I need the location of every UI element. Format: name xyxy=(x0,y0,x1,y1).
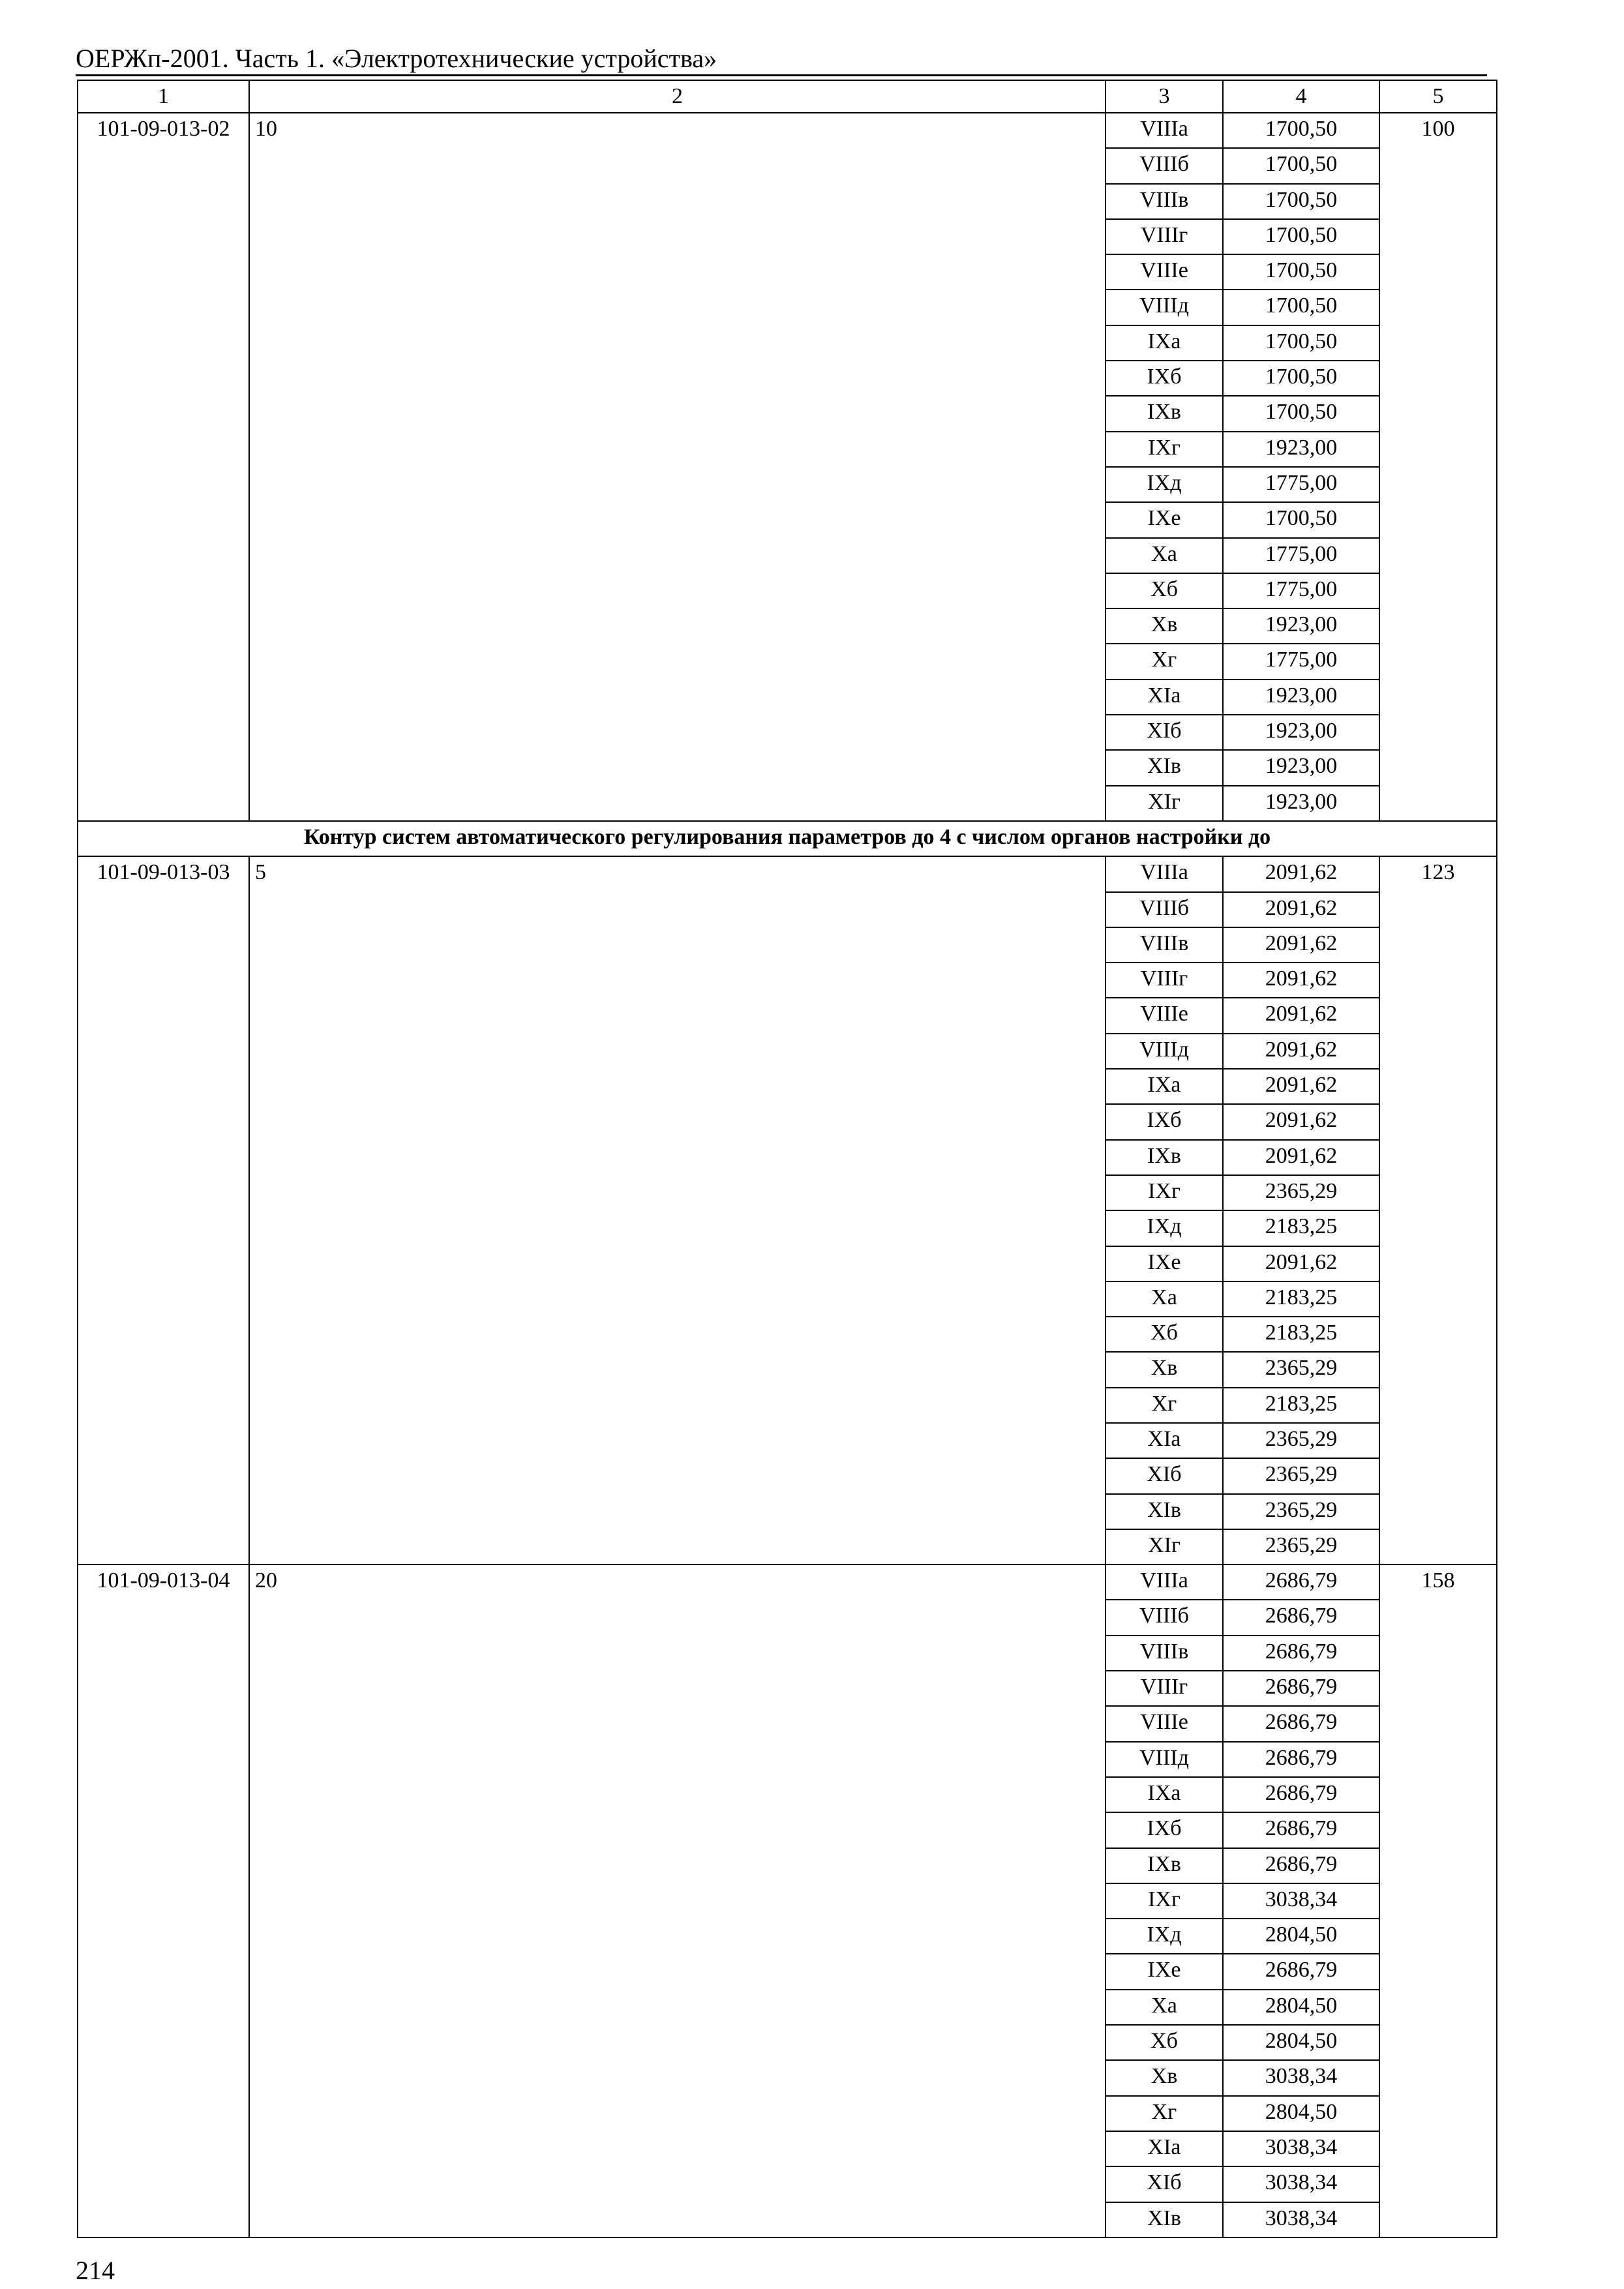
value-cell: 2686,79 xyxy=(1223,1706,1379,1741)
zone-cell: VIIIв xyxy=(1105,1636,1223,1671)
value-cell: 2091,62 xyxy=(1223,963,1379,998)
value-cell: 2183,25 xyxy=(1223,1210,1379,1246)
value-cell: 2686,79 xyxy=(1223,1671,1379,1706)
zone-cell: VIIIд xyxy=(1105,290,1223,325)
value-cell: 2091,62 xyxy=(1223,856,1379,891)
value-cell: 2365,29 xyxy=(1223,1175,1379,1210)
value-cell: 1700,50 xyxy=(1223,184,1379,219)
value-cell: 1700,50 xyxy=(1223,290,1379,325)
price-cell: 158 xyxy=(1379,1564,1497,2237)
value-cell: 2091,62 xyxy=(1223,1246,1379,1281)
value-cell: 2183,25 xyxy=(1223,1281,1379,1317)
section-row xyxy=(78,821,1497,856)
value-cell: 2183,25 xyxy=(1223,1388,1379,1423)
zone-cell: XIв xyxy=(1105,2202,1223,2237)
value-cell: 2365,29 xyxy=(1223,1529,1379,1564)
page-header-title: ОЕРЖп-2001. Часть 1. «Электротехнические устройства» xyxy=(76,44,717,73)
column-number: 5 xyxy=(1379,80,1497,113)
value-cell: 2804,50 xyxy=(1223,1990,1379,2025)
value-cell: 1775,00 xyxy=(1223,538,1379,573)
zone-cell: Xг xyxy=(1105,2096,1223,2131)
rates-table xyxy=(77,80,1497,2238)
zone-cell: IXд xyxy=(1105,1210,1223,1246)
rate-description: 5 xyxy=(249,856,1105,1564)
value-cell: 1923,00 xyxy=(1223,750,1379,785)
value-cell: 1700,50 xyxy=(1223,219,1379,254)
price-cell: 123 xyxy=(1379,856,1497,1564)
zone-cell: XIг xyxy=(1105,1529,1223,1564)
column-numbers-row xyxy=(78,80,1497,113)
value-cell: 1700,50 xyxy=(1223,502,1379,537)
zone-cell: Xа xyxy=(1105,1990,1223,2025)
section-heading: Контур систем автоматического регулирования параметров до 4 с числом органов настройки до xyxy=(78,821,1497,856)
zone-cell: VIIIб xyxy=(1105,148,1223,183)
zone-cell: XIа xyxy=(1105,1423,1223,1458)
rate-code: 101-09-013-04 xyxy=(78,1564,249,2237)
zone-cell: IXб xyxy=(1105,1104,1223,1139)
zone-cell: VIIIд xyxy=(1105,1742,1223,1777)
zone-cell: VIIIб xyxy=(1105,1600,1223,1635)
value-cell: 2686,79 xyxy=(1223,1636,1379,1671)
zone-cell: IXе xyxy=(1105,502,1223,537)
header-rule xyxy=(76,74,1487,76)
rate-code: 101-09-013-03 xyxy=(78,856,249,1564)
zone-cell: VIIIа xyxy=(1105,856,1223,891)
value-cell: 1923,00 xyxy=(1223,432,1379,467)
zone-cell: XIб xyxy=(1105,2166,1223,2202)
zone-cell: IXд xyxy=(1105,467,1223,502)
value-cell: 2804,50 xyxy=(1223,2096,1379,2131)
zone-cell: IXе xyxy=(1105,1246,1223,1281)
zone-cell: Xв xyxy=(1105,608,1223,644)
column-number: 2 xyxy=(249,80,1105,113)
table-row xyxy=(78,1564,1497,1600)
value-cell: 1700,50 xyxy=(1223,113,1379,148)
zone-cell: Xб xyxy=(1105,573,1223,608)
zone-cell: IXе xyxy=(1105,1954,1223,1989)
value-cell: 2091,62 xyxy=(1223,1069,1379,1104)
value-cell: 2686,79 xyxy=(1223,1848,1379,1883)
table-row xyxy=(78,113,1497,148)
column-number: 1 xyxy=(78,80,249,113)
rate-description: 20 xyxy=(249,1564,1105,2237)
value-cell: 1775,00 xyxy=(1223,573,1379,608)
value-cell: 2804,50 xyxy=(1223,1919,1379,1954)
value-cell: 2091,62 xyxy=(1223,927,1379,963)
zone-cell: VIIIб xyxy=(1105,892,1223,927)
value-cell: 2365,29 xyxy=(1223,1494,1379,1529)
value-cell: 3038,34 xyxy=(1223,2060,1379,2095)
zone-cell: IXб xyxy=(1105,1812,1223,1848)
value-cell: 2365,29 xyxy=(1223,1423,1379,1458)
value-cell: 2804,50 xyxy=(1223,2025,1379,2060)
zone-cell: XIг xyxy=(1105,786,1223,821)
value-cell: 2183,25 xyxy=(1223,1317,1379,1352)
zone-cell: VIIIа xyxy=(1105,1564,1223,1600)
zone-cell: VIIIе xyxy=(1105,254,1223,290)
column-number: 3 xyxy=(1105,80,1223,113)
value-cell: 2686,79 xyxy=(1223,1564,1379,1600)
value-cell: 1775,00 xyxy=(1223,644,1379,679)
value-cell: 1700,50 xyxy=(1223,396,1379,431)
zone-cell: XIа xyxy=(1105,2131,1223,2166)
zone-cell: VIIIе xyxy=(1105,998,1223,1033)
rate-code: 101-09-013-02 xyxy=(78,113,249,821)
zone-cell: XIб xyxy=(1105,1458,1223,1493)
value-cell: 3038,34 xyxy=(1223,2202,1379,2237)
value-cell: 2091,62 xyxy=(1223,892,1379,927)
zone-cell: VIIIг xyxy=(1105,963,1223,998)
zone-cell: XIб xyxy=(1105,715,1223,750)
value-cell: 3038,34 xyxy=(1223,1883,1379,1919)
zone-cell: Xб xyxy=(1105,2025,1223,2060)
value-cell: 1700,50 xyxy=(1223,148,1379,183)
zone-cell: IXб xyxy=(1105,361,1223,396)
value-cell: 1923,00 xyxy=(1223,608,1379,644)
zone-cell: IXв xyxy=(1105,396,1223,431)
value-cell: 1700,50 xyxy=(1223,325,1379,361)
zone-cell: Xа xyxy=(1105,538,1223,573)
zone-cell: VIIIв xyxy=(1105,184,1223,219)
value-cell: 2091,62 xyxy=(1223,1034,1379,1069)
value-cell: 1923,00 xyxy=(1223,786,1379,821)
zone-cell: IXа xyxy=(1105,325,1223,361)
value-cell: 2365,29 xyxy=(1223,1458,1379,1493)
zone-cell: Xг xyxy=(1105,1388,1223,1423)
zone-cell: XIв xyxy=(1105,1494,1223,1529)
zone-cell: IXг xyxy=(1105,1175,1223,1210)
zone-cell: IXа xyxy=(1105,1069,1223,1104)
column-number: 4 xyxy=(1223,80,1379,113)
value-cell: 1923,00 xyxy=(1223,715,1379,750)
value-cell: 2686,79 xyxy=(1223,1777,1379,1812)
value-cell: 2091,62 xyxy=(1223,1140,1379,1175)
zone-cell: IXг xyxy=(1105,432,1223,467)
zone-cell: VIIIв xyxy=(1105,927,1223,963)
zone-cell: IXв xyxy=(1105,1848,1223,1883)
zone-cell: VIIIг xyxy=(1105,219,1223,254)
zone-cell: VIIIе xyxy=(1105,1706,1223,1741)
zone-cell: VIIIг xyxy=(1105,1671,1223,1706)
rate-description: 10 xyxy=(249,113,1105,821)
value-cell: 2686,79 xyxy=(1223,1954,1379,1989)
value-cell: 1775,00 xyxy=(1223,467,1379,502)
zone-cell: IXа xyxy=(1105,1777,1223,1812)
value-cell: 2686,79 xyxy=(1223,1812,1379,1848)
zone-cell: IXд xyxy=(1105,1919,1223,1954)
value-cell: 1700,50 xyxy=(1223,361,1379,396)
zone-cell: XIа xyxy=(1105,680,1223,715)
value-cell: 2686,79 xyxy=(1223,1600,1379,1635)
zone-cell: IXг xyxy=(1105,1883,1223,1919)
value-cell: 3038,34 xyxy=(1223,2131,1379,2166)
value-cell: 2091,62 xyxy=(1223,998,1379,1033)
zone-cell: Xб xyxy=(1105,1317,1223,1352)
zone-cell: Xа xyxy=(1105,1281,1223,1317)
zone-cell: Xв xyxy=(1105,2060,1223,2095)
page-number: 214 xyxy=(76,2256,115,2285)
value-cell: 2365,29 xyxy=(1223,1352,1379,1387)
zone-cell: VIIIд xyxy=(1105,1034,1223,1069)
value-cell: 2686,79 xyxy=(1223,1742,1379,1777)
price-cell: 100 xyxy=(1379,113,1497,821)
value-cell: 1923,00 xyxy=(1223,680,1379,715)
zone-cell: Xв xyxy=(1105,1352,1223,1387)
zone-cell: IXв xyxy=(1105,1140,1223,1175)
table-row xyxy=(78,856,1497,891)
value-cell: 3038,34 xyxy=(1223,2166,1379,2202)
zone-cell: XIв xyxy=(1105,750,1223,785)
zone-cell: Xг xyxy=(1105,644,1223,679)
value-cell: 1700,50 xyxy=(1223,254,1379,290)
value-cell: 2091,62 xyxy=(1223,1104,1379,1139)
zone-cell: VIIIа xyxy=(1105,113,1223,148)
